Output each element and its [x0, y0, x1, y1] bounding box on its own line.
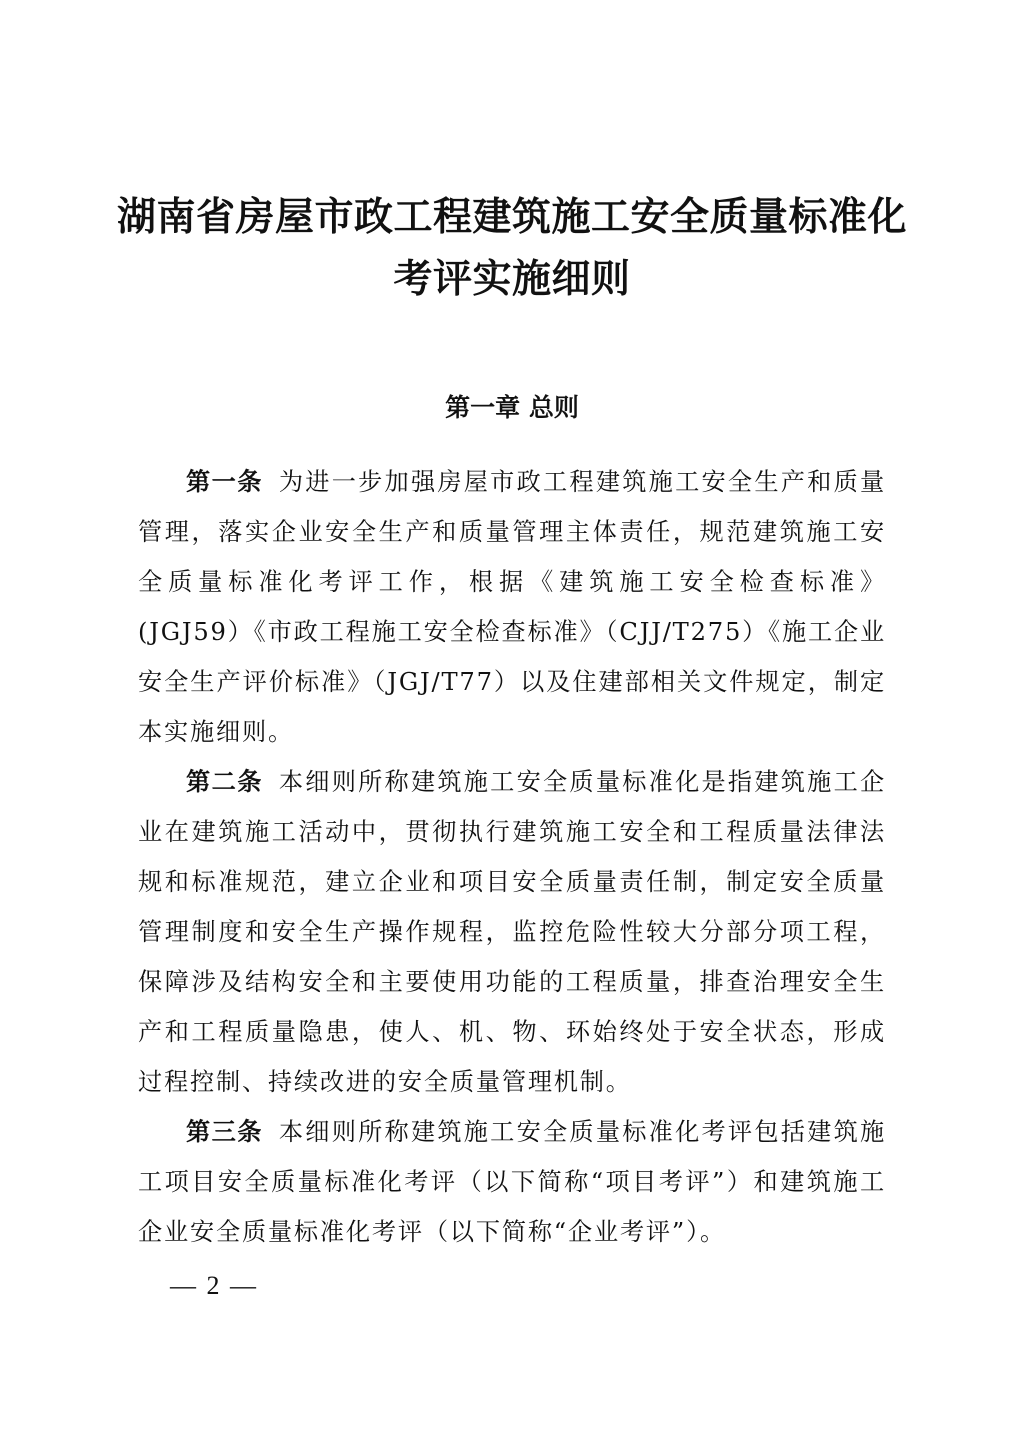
article-3	[138, 1107, 886, 1257]
article-2	[138, 757, 886, 1107]
article-label: 第一条	[186, 468, 263, 496]
article-1	[138, 457, 886, 757]
title-line-2: 考评实施细则	[393, 256, 631, 302]
article-label: 第三条	[186, 1118, 263, 1146]
page-number: — 2 —	[170, 1271, 258, 1300]
document-title	[0, 186, 1024, 310]
article-text: 本细则所称建筑施工安全质量标准化是指建筑施工企业在建筑施工活动中，贯彻执行建筑施工安全和工程质量法律法规和标准规范，建立企业和项目安全质量责任制，制定安全质量管理制度和安全生产操作规程，监控危险性较大分部分项工程，保障涉及结构安全和主要使用功能的工程质量，排查治理安全生产和工程质量隐患，使人、机、物、环始终处于安全状态，形成过程控制、持续改进的安全质量管理机制。	[138, 768, 886, 1096]
article-text: 本细则所称建筑施工安全质量标准化考评包括建筑施工项目安全质量标准化考评（以下简称“项目考评”）和建筑施工企业安全质量标准化考评（以下简称“企业考评”）。	[138, 1118, 886, 1246]
chapter-heading: 第一章 总则	[445, 393, 579, 422]
article-label: 第二条	[186, 768, 263, 796]
document-body	[138, 457, 886, 1257]
title-line-1: 湖南省房屋市政工程建筑施工安全质量标准化	[116, 194, 907, 240]
article-text: 为进一步加强房屋市政工程建筑施工安全生产和质量管理，落实企业安全生产和质量管理主体责任，规范建筑施工安全质量标准化考评工作，根据《建筑施工安全检查标准》(JGJ59）《市政工程施工安全检查标准》（CJJ/T275）《施工企业安全生产评价标准》（JGJ/T77）以及住建部相关文件规定，制定本实施细则。	[138, 468, 886, 746]
